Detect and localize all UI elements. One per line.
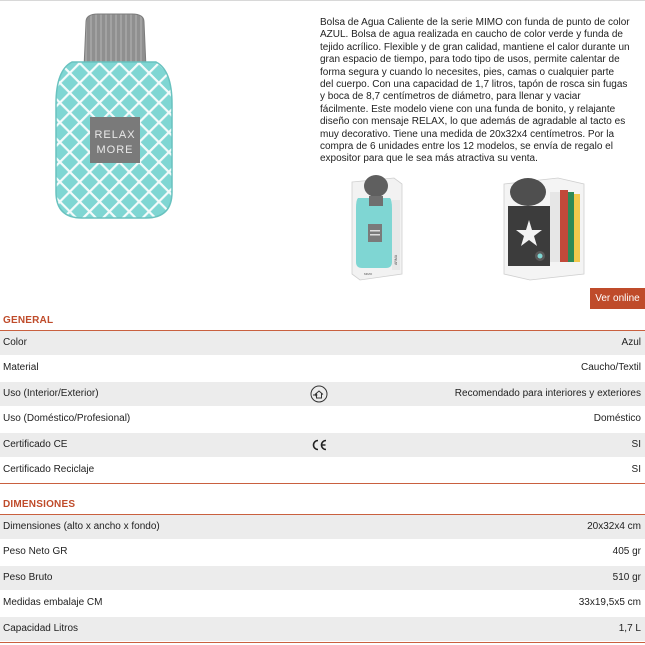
spec-value: Doméstico bbox=[593, 413, 641, 425]
spec-row-medidas-embalaje bbox=[0, 591, 645, 616]
spec-value: Caucho/Textil bbox=[580, 362, 641, 374]
spec-row-capacidad-litros bbox=[0, 617, 645, 642]
product-description: Bolsa de Agua Caliente de la serie MIMO con funda de punto de color AZUL. Bolsa de agua realizada en caucho de color verde y funda de tejido acrílico. Flexible y de gran calidad, mantiene el calor durante un gran espacio de tiempo, para todo tipo de usos, permite calentar de forma segura y cuando lo necesites, pies, camas o cualquier parte del cuerpo. Con una capacidad de 1,7 litros, tapón de rosca sin fugas y boca de 8,7 centímetros de diámetro, para llenar y vaciar fácilmente. Este modelo viene con una funda de bonito, y relajante diseño con mensaje RELAX, lo que además de agradable al tacto es muy decorativo. Tiene una medida de 20x32x4 centímetros. Por la compra de 6 unidades entre los 12 modelos, se envía de regalo el expositor para que le sea más atractiva su venta. bbox=[320, 17, 630, 165]
spec-label: Medidas embalaje CM bbox=[3, 597, 103, 609]
box-brand-text: ARMA bbox=[394, 254, 398, 265]
section-divider bbox=[0, 642, 645, 643]
general-section-title: GENERAL bbox=[0, 311, 645, 331]
box-label-text: MIMO bbox=[364, 272, 373, 276]
spec-row-uso-interior-exterior bbox=[0, 382, 645, 407]
spec-label: Peso Neto GR bbox=[3, 546, 68, 558]
spec-row-certificado-ce bbox=[0, 433, 645, 458]
cover-text-more: MORE bbox=[96, 144, 134, 156]
spec-row-uso-domestico-profesional bbox=[0, 407, 645, 432]
spec-label: Capacidad Litros bbox=[3, 622, 79, 634]
dimensiones-section bbox=[0, 495, 645, 643]
spec-value: 405 gr bbox=[612, 546, 641, 558]
spec-label: Material bbox=[3, 362, 39, 374]
spec-row-color bbox=[0, 331, 645, 356]
ver-online-button[interactable]: Ver online bbox=[590, 288, 645, 309]
indoor-house-icon bbox=[310, 385, 328, 403]
spec-row-peso-bruto bbox=[0, 566, 645, 591]
section-divider bbox=[0, 483, 645, 484]
ce-mark-icon bbox=[310, 436, 328, 454]
spec-row-material bbox=[0, 356, 645, 381]
spec-label: Uso (Interior/Exterior) bbox=[3, 387, 99, 399]
spec-value: 33x19,5x5 cm bbox=[578, 597, 641, 609]
spec-row-dimensiones bbox=[0, 515, 645, 540]
spec-value: SI bbox=[631, 463, 641, 475]
spec-label: Certificado CE bbox=[3, 438, 68, 450]
spec-value: 1,7 L bbox=[618, 622, 641, 634]
spec-row-certificado-reciclaje bbox=[0, 458, 645, 483]
spec-label: Color bbox=[3, 337, 27, 348]
spec-value: Azul bbox=[621, 337, 641, 348]
product-thumbnail-display[interactable] bbox=[500, 170, 588, 282]
spec-value: 20x32x4 cm bbox=[587, 521, 641, 532]
spec-label: Uso (Doméstico/Profesional) bbox=[3, 413, 131, 425]
spec-label: Certificado Reciclaje bbox=[3, 463, 95, 475]
spec-value: 510 gr bbox=[612, 571, 641, 583]
general-section bbox=[0, 311, 645, 484]
cover-text-relax: RELAX bbox=[94, 129, 136, 141]
spec-value: Recomendado para interiores y exteriores bbox=[454, 387, 641, 399]
product-image bbox=[50, 12, 178, 222]
spec-label: Peso Bruto bbox=[3, 571, 53, 583]
product-thumbnail-box[interactable] bbox=[346, 170, 406, 282]
spec-value: SI bbox=[631, 438, 641, 450]
dimensiones-section-title: DIMENSIONES bbox=[0, 495, 645, 515]
spec-row-peso-neto bbox=[0, 540, 645, 565]
top-divider bbox=[0, 0, 645, 1]
spec-label: Dimensiones (alto x ancho x fondo) bbox=[3, 521, 160, 532]
